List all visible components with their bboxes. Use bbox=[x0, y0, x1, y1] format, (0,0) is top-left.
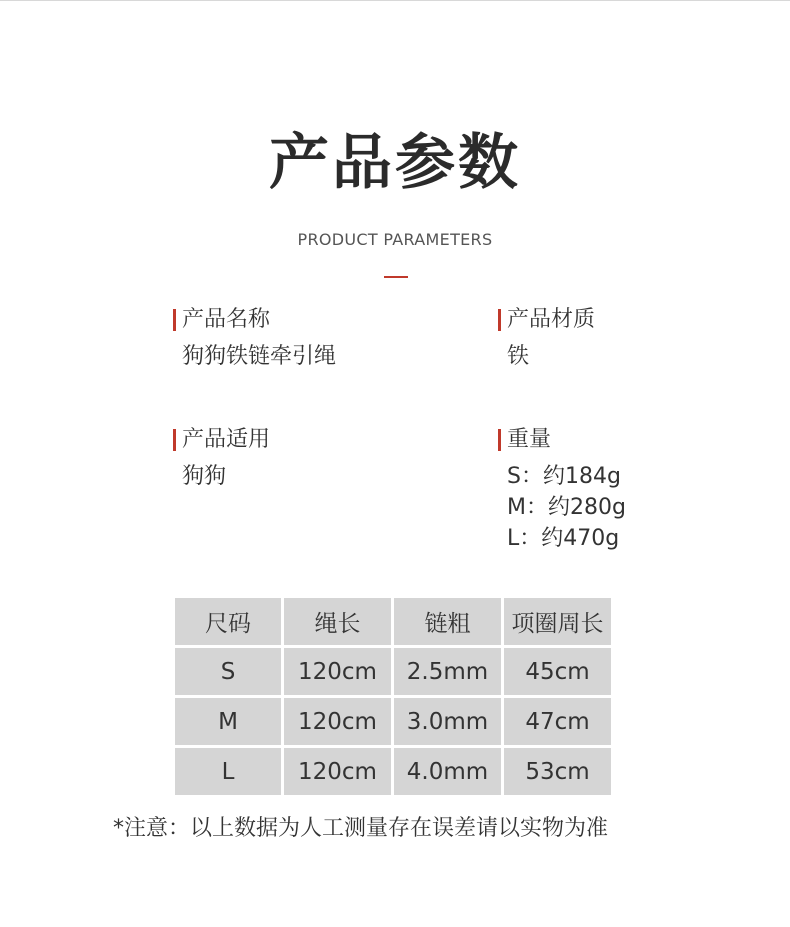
param-value-line: L：约470g bbox=[507, 526, 620, 551]
table-header-cell: 链粗 bbox=[394, 598, 501, 645]
param-product-name bbox=[173, 305, 336, 372]
table-header-cell: 绳长 bbox=[284, 598, 391, 645]
param-label: 产品适用 bbox=[173, 425, 270, 455]
param-suitable-for bbox=[173, 425, 270, 492]
param-value bbox=[173, 461, 270, 492]
table-row bbox=[175, 748, 611, 795]
param-label: 重量 bbox=[498, 425, 626, 455]
table-header-row bbox=[175, 598, 611, 645]
param-value bbox=[498, 341, 595, 372]
size-table bbox=[172, 595, 614, 798]
param-label: 产品材质 bbox=[498, 305, 595, 335]
table-cell: M bbox=[175, 698, 281, 745]
table-cell: S bbox=[175, 648, 281, 695]
table-cell: 53cm bbox=[504, 748, 611, 795]
param-label: 产品名称 bbox=[173, 305, 336, 335]
disclaimer-note: *注意：以上数据为人工测量存在误差请以实物为准 bbox=[113, 816, 609, 841]
param-value-line: 狗狗 bbox=[182, 464, 227, 489]
table-cell: 47cm bbox=[504, 698, 611, 745]
param-weight bbox=[498, 425, 626, 554]
param-value-line: M：约280g bbox=[507, 495, 626, 520]
param-value bbox=[498, 461, 626, 554]
table-cell: 120cm bbox=[284, 748, 391, 795]
table-cell: 45cm bbox=[504, 648, 611, 695]
top-divider bbox=[0, 0, 790, 1]
table-header-cell: 尺码 bbox=[175, 598, 281, 645]
param-value-line: S：约184g bbox=[507, 464, 621, 489]
page-title: 产品参数 bbox=[269, 128, 521, 198]
table-row bbox=[175, 648, 611, 695]
table-row bbox=[175, 698, 611, 745]
param-value-line: 铁 bbox=[507, 344, 530, 369]
table-header-cell: 项圈周长 bbox=[504, 598, 611, 645]
param-material bbox=[498, 305, 595, 372]
table-cell: 4.0mm bbox=[394, 748, 501, 795]
param-value-line: 狗狗铁链牵引绳 bbox=[182, 344, 337, 369]
param-value bbox=[173, 341, 336, 372]
table-cell: 120cm bbox=[284, 698, 391, 745]
table-cell: 3.0mm bbox=[394, 698, 501, 745]
table-cell: 2.5mm bbox=[394, 648, 501, 695]
title-accent-line bbox=[384, 276, 408, 278]
page-subtitle: PRODUCT PARAMETERS bbox=[297, 230, 493, 249]
table-cell: L bbox=[175, 748, 281, 795]
table-cell: 120cm bbox=[284, 648, 391, 695]
